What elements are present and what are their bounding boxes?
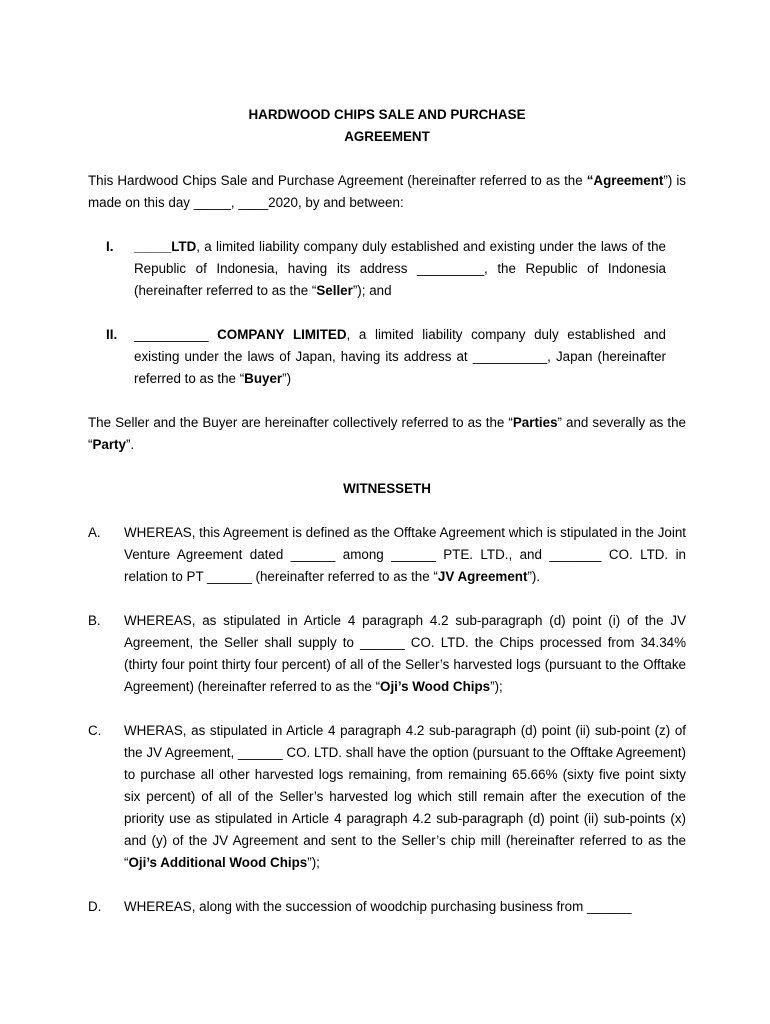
party-item-seller — [88, 236, 666, 302]
recital-clause-c — [88, 720, 686, 874]
parties-paragraph — [88, 412, 686, 456]
parties-text-3: ”. — [125, 437, 135, 452]
seller-closing: ”); and — [352, 283, 392, 298]
party-number: II. — [106, 327, 118, 342]
document-page — [88, 104, 686, 918]
intro-paragraph — [88, 170, 686, 214]
buyer-name: COMPANY LIMITED — [217, 327, 347, 342]
intro-agreement-term: “Agreement — [586, 173, 664, 188]
clause-defined-term: Oji’s Wood Chips — [380, 679, 491, 694]
buyer-description: , a limited liability company duly established and existing under the laws of Japan, having its address at __________, Japan (hereinafter referred to as the “ — [134, 327, 666, 386]
intro-text-2: ”) is made on this day _____, ____2020, by and between: — [88, 173, 686, 210]
parties-term: Parties — [512, 415, 558, 430]
seller-name: _____LTD — [134, 239, 197, 254]
party-term: Party — [92, 437, 126, 452]
party-item-buyer — [88, 324, 666, 390]
clause-text: WHEREAS, as stipulated in Article 4 paragraph 4.2 sub-paragraph (d) point (i) of the JV Agreement, the Seller shall supply to ______ CO. LTD. the Chips processed from 34.34% (thirty four point thirty four percent) of all of the Seller’s harvested logs (pursuant to the Offtake Agreement) (hereinafter referred to as the “ — [124, 613, 686, 694]
seller-role-term: Seller — [316, 283, 353, 298]
buyer-role-term: Buyer — [244, 371, 283, 386]
clause-text: WHERAS, as stipulated in Article 4 paragraph 4.2 sub-paragraph (d) point (ii) sub-point (z) of the JV Agreement, ______ CO. LTD. shall have the option (pursuant to the Offtake Agreement) to purchase all other harvested logs remaining, from remaining 65.66% (sixty five point sixty six percent) of all of the Seller’s harvested log which still remain after the execution of the priority use as stipulated in Article 4 paragraph 4.2 sub-paragraph (d) point (ii) sub-points (x) and (y) of the JV Agreement and sent to the Seller’s chip mill (hereinafter referred to as the “ — [124, 723, 686, 870]
recital-clause-d — [88, 896, 686, 918]
parties-text-2: ” and severally as the “ — [88, 415, 686, 452]
document-title-line-2: AGREEMENT — [344, 129, 430, 144]
seller-description: , a limited liability company duly established and existing under the laws of the Republic of Indonesia, having its address _________, the Republic of Indonesia (hereinafter referred to as the “ — [134, 239, 666, 298]
clause-letter: B. — [88, 613, 101, 628]
clause-closing: ”); — [490, 679, 503, 694]
parties-text-1: The Seller and the Buyer are hereinafter collectively referred to as the “ — [88, 415, 513, 430]
clause-closing: ”); — [307, 855, 320, 870]
clause-closing: ”). — [527, 569, 541, 584]
clause-defined-term: Oji’s Additional Wood Chips — [128, 855, 308, 870]
clause-defined-term: JV Agreement — [437, 569, 528, 584]
recital-clause-a — [88, 522, 686, 588]
intro-text-1: This Hardwood Chips Sale and Purchase Agreement (hereinafter referred to as the — [88, 173, 587, 188]
clause-text: WHEREAS, along with the succession of woodchip purchasing business from ______ — [124, 899, 632, 914]
buyer-closing: ”) — [282, 371, 292, 386]
party-number: I. — [106, 239, 114, 254]
clause-text: WHEREAS, this Agreement is defined as the Offtake Agreement which is stipulated in the Joint Venture Agreement dated ______ among ______ PTE. LTD., and _______ CO. LTD. in relation to PT ______ (hereinafter referred to as the “ — [124, 525, 686, 584]
clause-letter: C. — [88, 723, 102, 738]
recital-clause-b — [88, 610, 686, 698]
buyer-blank: __________ — [134, 327, 209, 342]
witnesseth-heading: WITNESSETH — [343, 481, 431, 496]
document-title-line-1: HARDWOOD CHIPS SALE AND PURCHASE — [248, 107, 526, 122]
clause-letter: D. — [88, 899, 102, 914]
clause-letter: A. — [88, 525, 101, 540]
